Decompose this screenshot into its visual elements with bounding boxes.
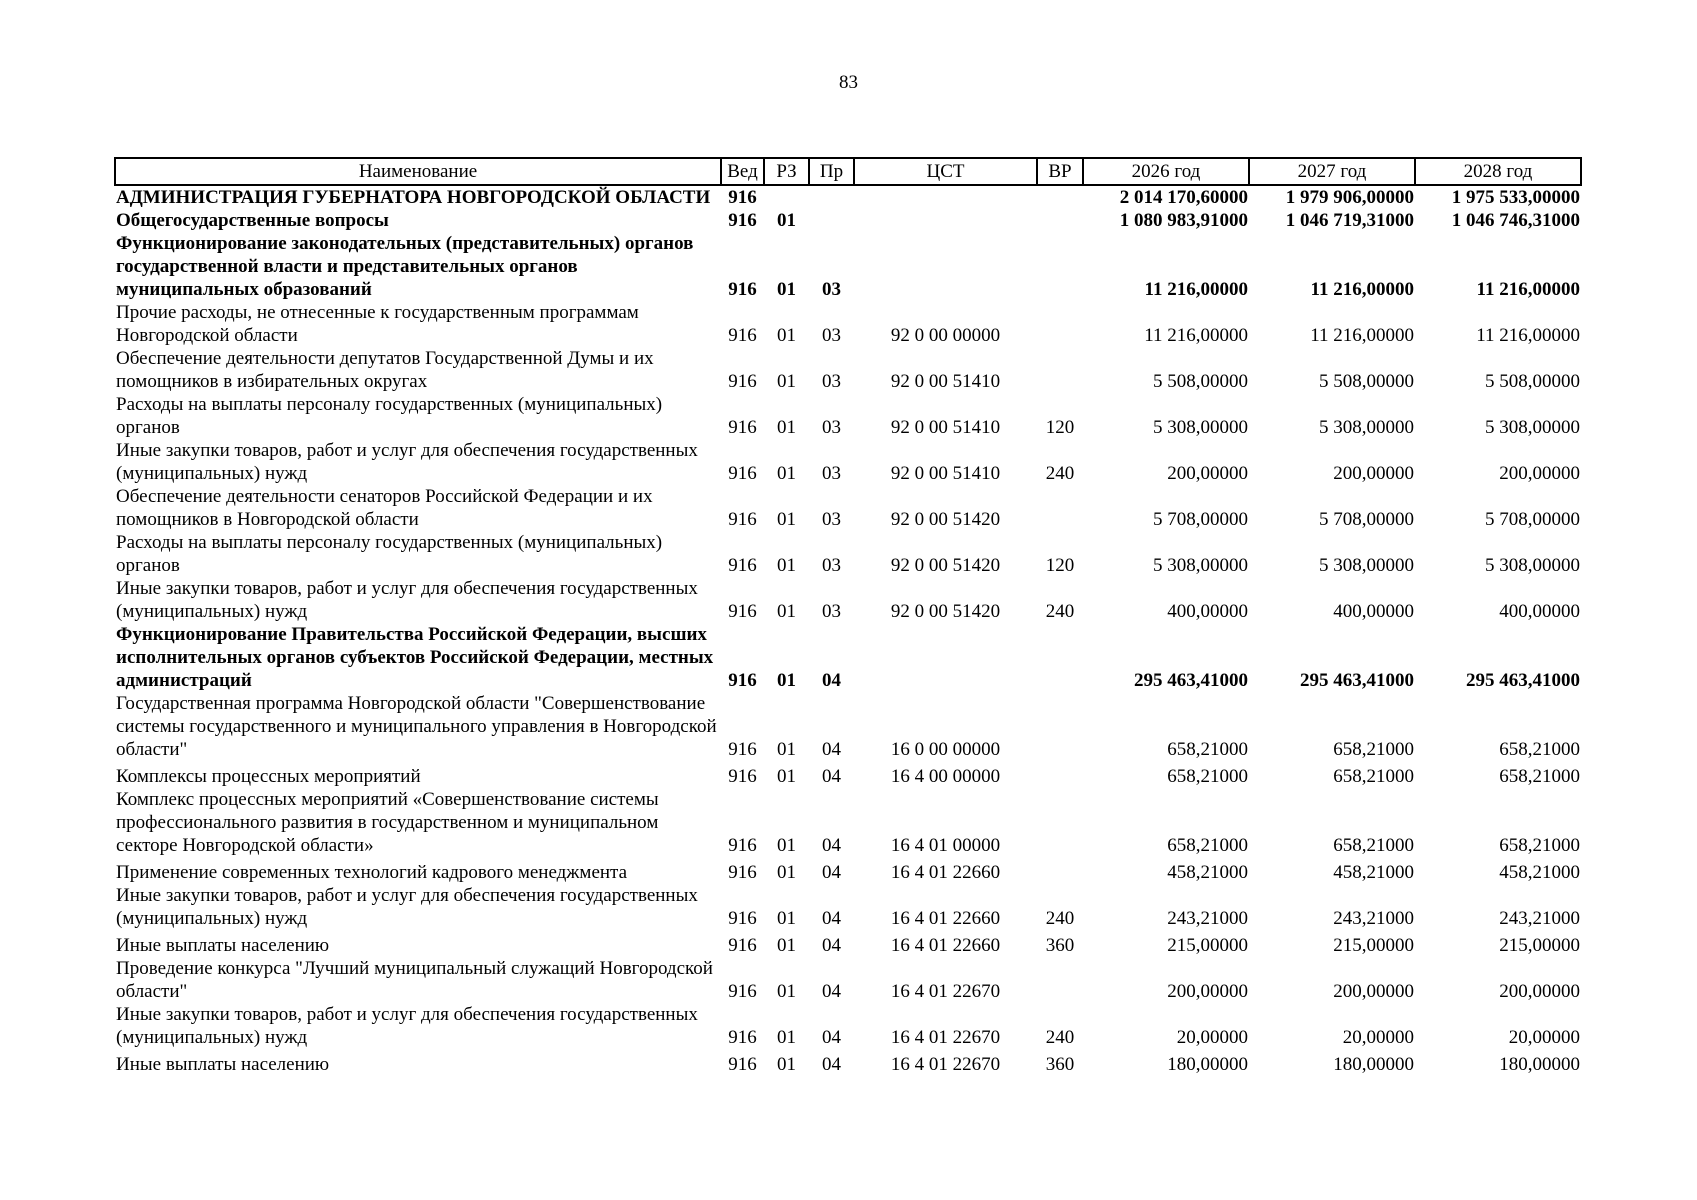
cell-ved: 916 bbox=[728, 739, 757, 760]
cell-pr: 04 bbox=[822, 670, 841, 691]
header-cst: ЦСТ bbox=[854, 158, 1037, 185]
cell-cst: 92 0 00 51410 bbox=[890, 417, 1001, 438]
cell-cst: 92 0 00 51410 bbox=[890, 371, 1001, 392]
cell-name: Функционирование законодательных (представительных) органов государственной власти и представительных органов муниципальных образований bbox=[116, 233, 694, 300]
table-row bbox=[115, 301, 1581, 347]
cell-ved: 916 bbox=[728, 862, 757, 883]
header-rz: РЗ bbox=[764, 158, 809, 185]
cell-rz: 01 bbox=[777, 371, 796, 392]
cell-cst: 92 0 00 51420 bbox=[890, 601, 1001, 622]
cell-name: Иные закупки товаров, работ и услуг для обеспечения государственных (муниципальных) нужд bbox=[116, 1004, 698, 1048]
cell-2027: 1 046 719,31000 bbox=[1285, 210, 1414, 231]
cell-ved: 916 bbox=[728, 835, 757, 856]
cell-rz: 01 bbox=[777, 325, 796, 346]
cell-rz bbox=[764, 185, 809, 209]
cell-2028: 458,21000 bbox=[1499, 862, 1580, 883]
cell-cst: 92 0 00 51420 bbox=[890, 509, 1001, 530]
cell-2027: 243,21000 bbox=[1333, 908, 1414, 929]
cell-2026: 295 463,41000 bbox=[1134, 670, 1248, 691]
cell-vr bbox=[1037, 209, 1083, 232]
cell-2027: 1 979 906,00000 bbox=[1285, 187, 1414, 208]
cell-rz: 01 bbox=[777, 981, 796, 1002]
budget-table bbox=[114, 157, 1582, 1076]
cell-pr: 04 bbox=[822, 862, 841, 883]
cell-2028: 215,00000 bbox=[1499, 935, 1580, 956]
cell-2027: 5 708,00000 bbox=[1319, 509, 1414, 530]
cell-rz: 01 bbox=[777, 601, 796, 622]
cell-vr: 120 bbox=[1045, 555, 1075, 576]
cell-vr bbox=[1037, 485, 1083, 531]
cell-2027: 658,21000 bbox=[1333, 835, 1414, 856]
cell-2028: 11 216,00000 bbox=[1476, 325, 1580, 346]
cell-ved: 916 bbox=[728, 981, 757, 1002]
cell-2028: 11 216,00000 bbox=[1476, 279, 1580, 300]
cell-vr bbox=[1037, 301, 1083, 347]
cell-2028: 20,00000 bbox=[1508, 1027, 1580, 1048]
cell-2026: 20,00000 bbox=[1176, 1027, 1248, 1048]
table-row bbox=[115, 788, 1581, 857]
cell-cst bbox=[854, 623, 1037, 692]
cell-2026: 200,00000 bbox=[1167, 463, 1248, 484]
table-body bbox=[115, 185, 1581, 1076]
cell-name: Иные выплаты населению bbox=[116, 935, 330, 956]
cell-cst: 16 4 01 22660 bbox=[890, 862, 1001, 883]
cell-pr: 04 bbox=[822, 835, 841, 856]
cell-2027: 11 216,00000 bbox=[1310, 279, 1414, 300]
cell-name: Государственная программа Новгородской области "Совершенствование системы государственного и муниципального управления в Новгородской области" bbox=[116, 693, 717, 760]
cell-name: Иные закупки товаров, работ и услуг для обеспечения государственных (муниципальных) нужд bbox=[116, 885, 698, 929]
table-row bbox=[115, 884, 1581, 930]
cell-vr bbox=[1037, 692, 1083, 761]
table-header bbox=[115, 158, 1581, 185]
cell-2026: 1 080 983,91000 bbox=[1119, 210, 1248, 231]
cell-ved: 916 bbox=[728, 1027, 757, 1048]
cell-cst: 16 4 01 22660 bbox=[890, 908, 1001, 929]
cell-vr bbox=[1037, 857, 1083, 884]
table-row bbox=[115, 692, 1581, 761]
table-row bbox=[115, 185, 1581, 209]
cell-cst: 92 0 00 00000 bbox=[890, 325, 1001, 346]
cell-2027: 295 463,41000 bbox=[1300, 670, 1414, 691]
cell-2027: 458,21000 bbox=[1333, 862, 1414, 883]
cell-pr: 03 bbox=[822, 417, 841, 438]
table-row bbox=[115, 577, 1581, 623]
cell-2027: 5 308,00000 bbox=[1319, 417, 1414, 438]
cell-ved: 916 bbox=[728, 670, 757, 691]
cell-2028: 295 463,41000 bbox=[1466, 670, 1580, 691]
cell-rz: 01 bbox=[777, 766, 796, 787]
cell-2026: 5 508,00000 bbox=[1153, 371, 1248, 392]
cell-rz: 01 bbox=[777, 835, 796, 856]
cell-ved: 916 bbox=[728, 279, 757, 300]
cell-2027: 11 216,00000 bbox=[1310, 325, 1414, 346]
cell-vr bbox=[1037, 232, 1083, 301]
cell-2028: 400,00000 bbox=[1499, 601, 1580, 622]
cell-name: Иные выплаты населению bbox=[116, 1054, 330, 1075]
cell-2026: 5 308,00000 bbox=[1153, 417, 1248, 438]
cell-cst: 92 0 00 51420 bbox=[890, 555, 1001, 576]
cell-vr bbox=[1037, 957, 1083, 1003]
cell-2028: 1 046 746,31000 bbox=[1451, 210, 1580, 231]
cell-vr bbox=[1037, 788, 1083, 857]
cell-pr: 04 bbox=[822, 739, 841, 760]
cell-2028: 658,21000 bbox=[1499, 835, 1580, 856]
cell-rz: 01 bbox=[777, 555, 796, 576]
cell-pr: 03 bbox=[822, 601, 841, 622]
cell-cst: 16 4 01 22670 bbox=[890, 1054, 1001, 1075]
page-number: 83 bbox=[839, 72, 858, 93]
cell-vr: 240 bbox=[1045, 463, 1075, 484]
cell-name: Комплекс процессных мероприятий «Совершенствование системы профессионального развития в государственном и муниципальном секторе Новгородской области» bbox=[116, 789, 659, 856]
cell-pr: 03 bbox=[822, 279, 841, 300]
cell-2027: 658,21000 bbox=[1333, 739, 1414, 760]
table-row bbox=[115, 393, 1581, 439]
cell-name: Расходы на выплаты персоналу государственных (муниципальных) органов bbox=[116, 532, 663, 576]
cell-name: АДМИНИСТРАЦИЯ ГУБЕРНАТОРА НОВГОРОДСКОЙ ОБЛАСТИ bbox=[116, 187, 711, 208]
cell-ved: 916 bbox=[728, 555, 757, 576]
header-row bbox=[115, 158, 1581, 185]
cell-vr: 360 bbox=[1045, 935, 1075, 956]
table-row bbox=[115, 857, 1581, 884]
header-vr: ВР bbox=[1037, 158, 1083, 185]
table-row bbox=[115, 1049, 1581, 1076]
cell-name: Общегосударственные вопросы bbox=[116, 210, 389, 231]
cell-2026: 215,00000 bbox=[1167, 935, 1248, 956]
cell-pr: 03 bbox=[822, 463, 841, 484]
cell-ved: 916 bbox=[728, 417, 757, 438]
cell-ved: 916 bbox=[728, 210, 757, 231]
cell-2027: 658,21000 bbox=[1333, 766, 1414, 787]
cell-vr: 120 bbox=[1045, 417, 1075, 438]
cell-rz: 01 bbox=[777, 463, 796, 484]
cell-cst: 16 4 00 00000 bbox=[890, 766, 1001, 787]
cell-name: Обеспечение деятельности сенаторов Российской Федерации и их помощников в Новгородской области bbox=[116, 486, 653, 530]
cell-name: Иные закупки товаров, работ и услуг для обеспечения государственных (муниципальных) нужд bbox=[116, 578, 698, 622]
cell-name: Комплексы процессных мероприятий bbox=[116, 766, 421, 787]
cell-vr: 360 bbox=[1045, 1054, 1075, 1075]
cell-2028: 200,00000 bbox=[1499, 463, 1580, 484]
table-row bbox=[115, 209, 1581, 232]
cell-cst: 16 4 01 22670 bbox=[890, 1027, 1001, 1048]
table-row bbox=[115, 623, 1581, 692]
cell-ved: 916 bbox=[728, 908, 757, 929]
cell-name: Расходы на выплаты персоналу государственных (муниципальных) органов bbox=[116, 394, 663, 438]
cell-ved: 916 bbox=[728, 1054, 757, 1075]
cell-name: Иные закупки товаров, работ и услуг для обеспечения государственных (муниципальных) нужд bbox=[116, 440, 698, 484]
cell-ved: 916 bbox=[728, 509, 757, 530]
cell-2028: 5 508,00000 bbox=[1485, 371, 1580, 392]
cell-pr: 04 bbox=[822, 935, 841, 956]
cell-vr: 240 bbox=[1045, 601, 1075, 622]
cell-rz: 01 bbox=[777, 935, 796, 956]
cell-pr: 03 bbox=[822, 371, 841, 392]
cell-name: Применение современных технологий кадрового менеджмента bbox=[116, 862, 628, 883]
cell-vr bbox=[1037, 185, 1083, 209]
cell-2027: 200,00000 bbox=[1333, 463, 1414, 484]
cell-2026: 5 308,00000 bbox=[1153, 555, 1248, 576]
header-pr: Пр bbox=[809, 158, 854, 185]
cell-2028: 658,21000 bbox=[1499, 739, 1580, 760]
cell-ved: 916 bbox=[728, 935, 757, 956]
cell-rz: 01 bbox=[777, 908, 796, 929]
cell-pr: 04 bbox=[822, 1027, 841, 1048]
cell-vr: 240 bbox=[1045, 908, 1075, 929]
cell-2028: 658,21000 bbox=[1499, 766, 1580, 787]
cell-pr: 04 bbox=[822, 766, 841, 787]
cell-cst: 16 4 01 00000 bbox=[890, 835, 1001, 856]
cell-pr: 04 bbox=[822, 981, 841, 1002]
table-row bbox=[115, 439, 1581, 485]
cell-2026: 658,21000 bbox=[1167, 739, 1248, 760]
table-row bbox=[115, 1003, 1581, 1049]
cell-rz: 01 bbox=[777, 1054, 796, 1075]
cell-name: Обеспечение деятельности депутатов Государственной Думы и их помощников в избирательных округах bbox=[116, 348, 654, 392]
cell-pr bbox=[809, 185, 854, 209]
cell-2026: 658,21000 bbox=[1167, 835, 1248, 856]
cell-2026: 5 708,00000 bbox=[1153, 509, 1248, 530]
cell-2026: 11 216,00000 bbox=[1144, 325, 1248, 346]
header-2027: 2027 год bbox=[1249, 158, 1415, 185]
cell-cst bbox=[854, 232, 1037, 301]
cell-pr: 04 bbox=[822, 908, 841, 929]
cell-cst bbox=[854, 209, 1037, 232]
cell-rz: 01 bbox=[777, 417, 796, 438]
cell-2027: 20,00000 bbox=[1342, 1027, 1414, 1048]
cell-rz: 01 bbox=[777, 279, 796, 300]
cell-2027: 200,00000 bbox=[1333, 981, 1414, 1002]
table-row bbox=[115, 761, 1581, 788]
cell-pr: 03 bbox=[822, 509, 841, 530]
cell-rz: 01 bbox=[777, 670, 796, 691]
cell-2027: 5 308,00000 bbox=[1319, 555, 1414, 576]
cell-2028: 5 708,00000 bbox=[1485, 509, 1580, 530]
cell-ved: 916 bbox=[728, 325, 757, 346]
cell-2027: 5 508,00000 bbox=[1319, 371, 1414, 392]
cell-ved: 916 bbox=[728, 601, 757, 622]
cell-name: Проведение конкурса "Лучший муниципальный служащий Новгородской области" bbox=[116, 958, 713, 1002]
cell-pr: 03 bbox=[822, 325, 841, 346]
cell-pr bbox=[809, 209, 854, 232]
cell-2027: 180,00000 bbox=[1333, 1054, 1414, 1075]
cell-pr: 03 bbox=[822, 555, 841, 576]
cell-2026: 200,00000 bbox=[1167, 981, 1248, 1002]
cell-2026: 658,21000 bbox=[1167, 766, 1248, 787]
table-row bbox=[115, 347, 1581, 393]
cell-2026: 243,21000 bbox=[1167, 908, 1248, 929]
cell-2028: 243,21000 bbox=[1499, 908, 1580, 929]
cell-2026: 11 216,00000 bbox=[1144, 279, 1248, 300]
cell-2028: 180,00000 bbox=[1499, 1054, 1580, 1075]
table-row bbox=[115, 485, 1581, 531]
cell-ved: 916 bbox=[728, 371, 757, 392]
cell-2028: 1 975 533,00000 bbox=[1451, 187, 1580, 208]
table-row bbox=[115, 531, 1581, 577]
cell-rz: 01 bbox=[777, 862, 796, 883]
table-row bbox=[115, 930, 1581, 957]
table-row bbox=[115, 957, 1581, 1003]
cell-vr bbox=[1037, 761, 1083, 788]
header-2026: 2026 год bbox=[1083, 158, 1249, 185]
cell-ved: 916 bbox=[728, 187, 757, 208]
table-row bbox=[115, 232, 1581, 301]
cell-ved: 916 bbox=[728, 766, 757, 787]
cell-rz: 01 bbox=[777, 739, 796, 760]
cell-ved: 916 bbox=[728, 463, 757, 484]
cell-2026: 2 014 170,60000 bbox=[1119, 187, 1248, 208]
cell-rz: 01 bbox=[777, 1027, 796, 1048]
cell-cst: 16 0 00 00000 bbox=[890, 739, 1001, 760]
cell-vr bbox=[1037, 623, 1083, 692]
cell-rz: 01 bbox=[777, 509, 796, 530]
cell-name: Прочие расходы, не отнесенные к государственным программам Новгородской области bbox=[116, 302, 639, 346]
cell-name: Функционирование Правительства Российской Федерации, высших исполнительных органов субъектов Российской Федерации, местных администраций bbox=[116, 624, 714, 691]
header-2028: 2028 год bbox=[1415, 158, 1581, 185]
cell-cst bbox=[854, 185, 1037, 209]
cell-cst: 16 4 01 22660 bbox=[890, 935, 1001, 956]
cell-2028: 5 308,00000 bbox=[1485, 555, 1580, 576]
header-ved: Вед bbox=[721, 158, 764, 185]
cell-2026: 180,00000 bbox=[1167, 1054, 1248, 1075]
cell-2026: 400,00000 bbox=[1167, 601, 1248, 622]
cell-2026: 458,21000 bbox=[1167, 862, 1248, 883]
cell-2027: 400,00000 bbox=[1333, 601, 1414, 622]
cell-vr: 240 bbox=[1045, 1027, 1075, 1048]
cell-vr bbox=[1037, 347, 1083, 393]
cell-cst: 16 4 01 22670 bbox=[890, 981, 1001, 1002]
header-name: Наименование bbox=[115, 158, 721, 185]
cell-rz: 01 bbox=[777, 210, 796, 231]
cell-pr: 04 bbox=[822, 1054, 841, 1075]
cell-2028: 200,00000 bbox=[1499, 981, 1580, 1002]
cell-2028: 5 308,00000 bbox=[1485, 417, 1580, 438]
cell-cst: 92 0 00 51410 bbox=[890, 463, 1001, 484]
cell-2027: 215,00000 bbox=[1333, 935, 1414, 956]
